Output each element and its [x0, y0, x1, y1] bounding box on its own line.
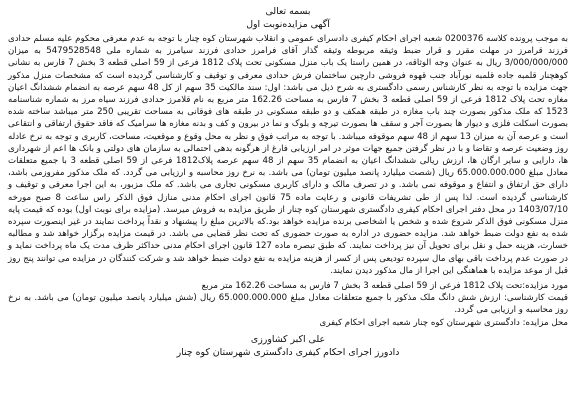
auction-venue: محل مزایده: دادگستری شهرستان کوه چنار شعبه اجرای احکام کیفری	[319, 317, 568, 328]
auction-subject: مورد مزایده:تحت پلاک 1812 فرعی از 59 اصلی قطعه 3 بخش 7 فارس به مساحت 162.26 متر مربع	[201, 281, 568, 292]
expert-price: قیمت کارشناسی: ارزش شش دانگ ملک مذکور با جمیع متعلقات معادل مبلغ 65.000.000.000 ریال (شش میلیارد پانصد میلیون تومان) می باشد. به نرخ روز محاسبه و ارزیابی می گردد.	[8, 293, 568, 316]
signatory-position: دادورز اجرای احکام کیفری دادگستری شهرستان کوه چنار	[176, 346, 400, 358]
invocation: بسمه تعالی	[265, 6, 311, 17]
notice-body: به موجب پرونده کلاسه 0200376 شعبه اجرای احکام کیفری دادسرای عمومی و انقلاب شهرستان کوه چنار با توجه به عدم معرفی محکوم علیه مسلم حدادی فرزند قرامرز در مهلت مقرر و قرار ضبط وثیقه مربوطه وثیقه گذار آقای فرامرز حدادی فرزند سیامرز به شماره ملی 5479528548 به میزان 3/000/000/000 ریال به عنوان وجه الوثاقه، در همین راستا یک باب منزل مسکونی تحت پلاک 1812 فرعی از 59 اصلی قطعه 3 بخش 7 فارس به نشانی کوهچنار قلمبه جاده قلمبه نورآباد جنب قهوه فروشی دارچین ساختمان فرش حدادی معرفی و توقیف و کارشناسی گردیده است که مشخصات منزل مذکور جهت مزایده با توجه به نظر کارشناس رسمی دادگستری به شرح ذیل می باشد: اول: سند مالکیت 35 سهم از کل 48 سهم عرصه به انضمام ششدانگ اعیان مغازه تحت پلاک 1812 فرعی از 59 اصلی قطعه 3 بخش 7 فارس به مساحت 162.26 متر مربع به نام قلامرز حدادی فرزند سیاه مرز به شماره شناسنامه 1523 که ملک مذکور بصورت چند باب مغازه در طبقه همکف و دو طبقه مسکونی در طبقه های فوقانی به مساحت تقریبی 250 متر میباشد ساخته شده بصورت اسکلت فلزی و دیوار ها بصورت آجر و سقف ها بصورت تیرچه و بلوک و نما در بیرون و کف و بدنه مغازه ها سرامیک که فاقد حقوق ارتفاقی و انتقاعی است و عرصه آن به میزان 13 سهم از 48 سهم موقوفه میباشد. با توجه به مراتب فوق و نظر به محل وقوع و موقعیت، مساحت، کاربری و توجه به نرخ عادله روز وضعیت عرصه و تقاضا و با در نظر گرفتن جمیع جهات موثر در امر ارزیابی فارغ از هرگونه بدهی احتمالی به سازمان های دولتی و بانک ها اعم از شهرداری ها، دارایی و سایر ارگان ها، ارزش ریالی ششدانگ اعیان به انضمام 35 سهم از 48 سهم عرصه پلاک1812 فرعی از 59 اصلی قطعه 3 با جمیع متعلقات معادل مبلغ 65.000.000.000 ریال (شصت میلیارد پانصد میلیون تومان) می باشد. به نرخ روز محاسبه و ارزیابی می گردد. که ملک مذکور مفروزمی باشد، دارای حق ارتفاق و انتفاع و موقوفه نمی باشد. و در تصرف مالک و دارای کاربری مسکونی تجاری می باشد. که ملک مزبور، به این اجرا معرفی و توقیف و کارشناسی گردیده است. لذا پس از طی تشریفات قانونی و رعایت ماده 75 قانون اجرای احکام مدنی منازل فوق الذکر راس ساعت 8 صبح مورخه 1403/07/10 در محل دفتر اجرای احکام کیفری دادگستری شهرستان کوه چنار از طریق مزایده به فروش میرسد. (مزایده برای نوبت اول) بوده که قیمت پایه منزل مسکونی فوق الذکر شروع شده و شخص یا اشخاصی برنده مزایده خواهد بود.که بالاترین مبلغ را پیشنهاد و نقداً پرداخت نمایند در غیر اینصورت سپرده شده به نفع دولت ضبط خواهد شد. مزایده حضوری در اداره به صورت حضوری که تحت نظر قضایی می باشد. در قیمت مزایده برگزار خواهد شد و مطالبه خسارت، هزینه حمل و نقل برای تحویل آن نیز پرداخت نمایند. که طبق تبصره ماده 127 قانون اجرای احکام مدنی حداکثر ظرف مدت یک ماه پرداخت نماید و در صورت عدم پرداخت باقی بهای مال سپرده تودیعی پس از کسر از هزینه مزایده به نفع دولت ضبط خواهد شد و شرکت کنندگان در مزایده می توانند پنج روز قبل از موعد مزایده با هماهنگی این اجرا از مال مذکور دیدن نمایند.	[8, 34, 569, 276]
signatory-name: علی اکبر کشاورزی	[250, 333, 326, 345]
notice-title: آگهی مزایده‌نوبت اول	[246, 19, 330, 30]
